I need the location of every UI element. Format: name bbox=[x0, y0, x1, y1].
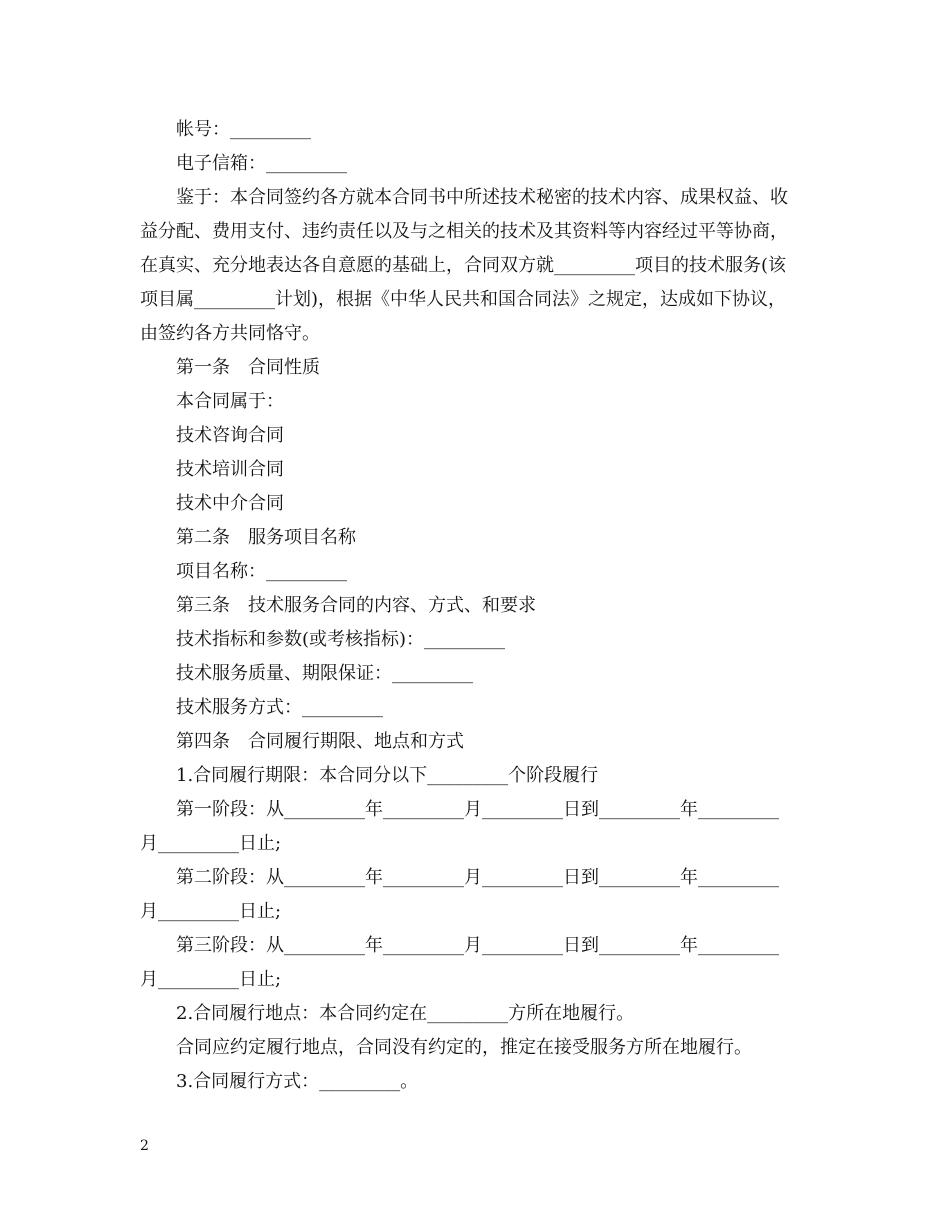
performance-location-line: 2.合同履行地点：本合同约定在_________方所在地履行。 bbox=[176, 1003, 635, 1024]
account-number-line: 帐号：_________ bbox=[176, 119, 311, 140]
stage-3-line-2: 月_________日止; bbox=[140, 969, 282, 990]
stage-1-line-2: 月_________日止; bbox=[140, 833, 282, 854]
stage-2-line-1: 第二阶段：从_________年_________月_________日到_________年_________ bbox=[176, 867, 779, 888]
stage-1-line-1: 第一阶段：从_________年_________月_________日到_________年_________ bbox=[176, 799, 779, 820]
article-4-heading: 第四条 合同履行期限、地点和方式 bbox=[176, 731, 464, 752]
preamble-line-4: 项目属_________计划)，根据《中华人民共和国合同法》之规定，达成如下协议， bbox=[140, 289, 787, 310]
stage-2-line-2: 月_________日止; bbox=[140, 901, 282, 922]
preamble-line-3: 在真实、充分地表达各自意愿的基础上，合同双方就_________项目的技术服务(该 bbox=[140, 255, 787, 276]
email-line: 电子信箱：_________ bbox=[176, 153, 347, 174]
page-number: 2 bbox=[140, 1138, 149, 1154]
preamble-line-2: 益分配、费用支付、违约责任以及与之相关的技术及其资料等内容经过平等协商， bbox=[140, 221, 788, 242]
preamble-line-5: 由签约各方共同恪守。 bbox=[140, 323, 320, 344]
project-name-line: 项目名称：_________ bbox=[176, 561, 347, 582]
document-body bbox=[140, 113, 812, 1099]
performance-method-line: 3.合同履行方式：_________。 bbox=[176, 1071, 419, 1092]
service-method-line: 技术服务方式：_________ bbox=[176, 697, 383, 718]
performance-period-line: 1.合同履行期限：本合同分以下_________个阶段履行 bbox=[176, 765, 599, 786]
article-2-heading: 第二条 服务项目名称 bbox=[176, 527, 356, 548]
article-3-heading: 第三条 技术服务合同的内容、方式、和要求 bbox=[176, 595, 536, 616]
preamble-line-1: 鉴于：本合同签约各方就本合同书中所述技术秘密的技术内容、成果权益、收 bbox=[176, 187, 788, 208]
article-1-heading: 第一条 合同性质 bbox=[176, 357, 320, 378]
stage-3-line-1: 第三阶段：从_________年_________月_________日到_________年_________ bbox=[176, 935, 779, 956]
quality-guarantee-line: 技术服务质量、期限保证：_________ bbox=[176, 663, 473, 684]
contract-type-option-consulting: 技术咨询合同 bbox=[176, 425, 284, 446]
contract-type-option-intermediary: 技术中介合同 bbox=[176, 493, 284, 514]
technical-indicators-line: 技术指标和参数(或考核指标)：_________ bbox=[176, 629, 506, 650]
contract-type-intro: 本合同属于： bbox=[176, 391, 284, 412]
default-location-line: 合同应约定履行地点，合同没有约定的，推定在接受服务方所在地履行。 bbox=[176, 1037, 752, 1058]
contract-type-option-training: 技术培训合同 bbox=[176, 459, 284, 480]
